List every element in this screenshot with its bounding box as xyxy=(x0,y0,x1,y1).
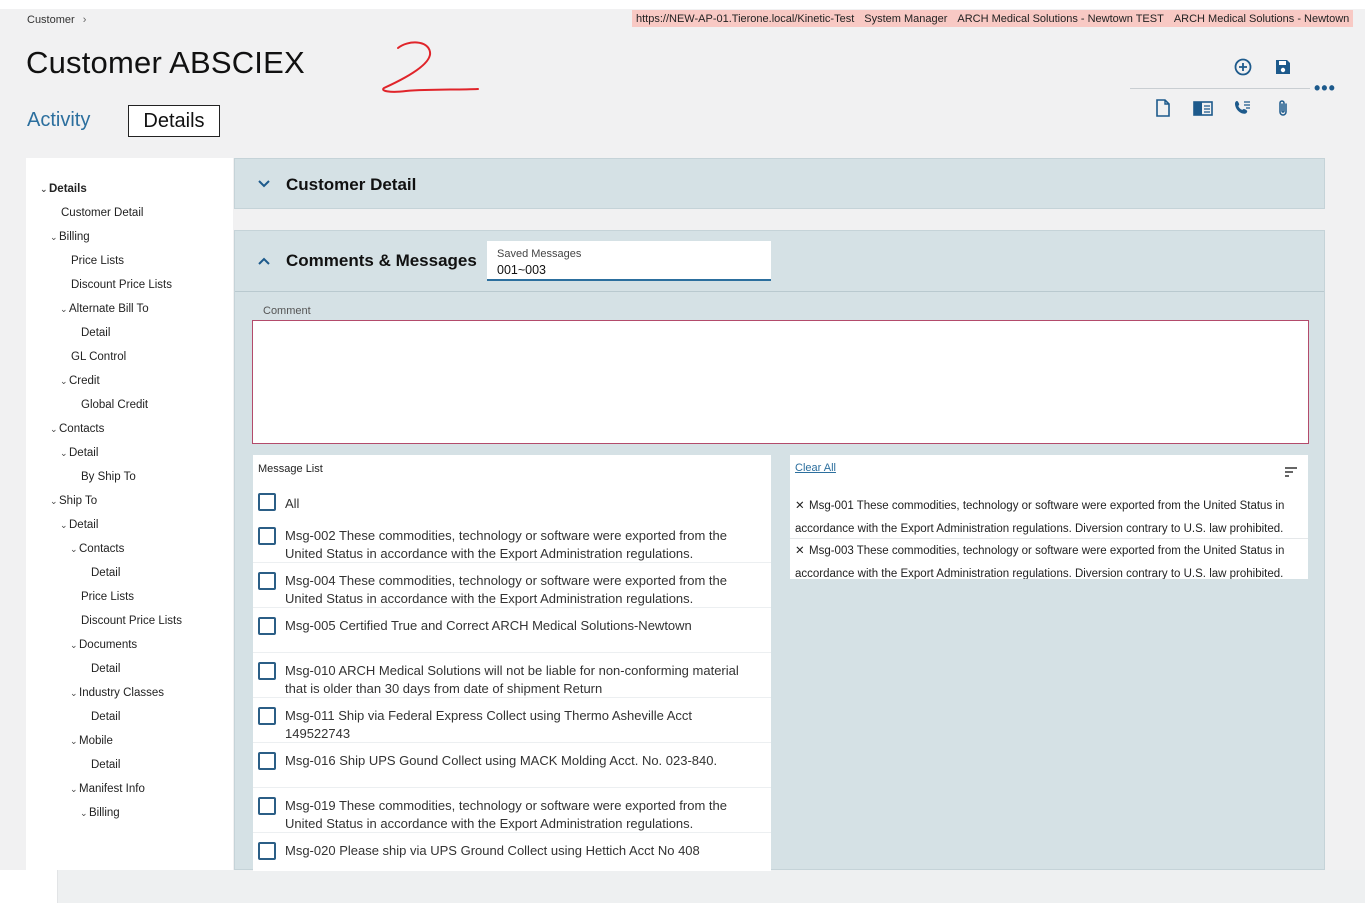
tree-item-detail[interactable] xyxy=(72,327,110,339)
tree-item-label: Price Lists xyxy=(71,255,125,267)
env-company-test: ARCH Medical Solutions - Newtown TEST xyxy=(957,12,1164,25)
expand-chevron-icon[interactable]: ⌄ xyxy=(70,544,78,554)
tree-item-industry-classes[interactable] xyxy=(70,687,164,699)
tree-item-label: Mobile xyxy=(79,735,113,747)
toolbar-divider xyxy=(1130,88,1310,89)
tree-item-gl-control[interactable] xyxy=(62,351,126,363)
book-icon[interactable] xyxy=(1191,96,1215,120)
selected-messages-panel xyxy=(790,455,1308,579)
saved-messages-value[interactable]: 001~003 xyxy=(497,263,547,277)
message-checkbox[interactable] xyxy=(258,797,276,815)
select-all-label: All xyxy=(285,496,300,511)
selected-message-text: Msg-003 These commodities, technology or software were exported from the United Status in accordance with the Export Administration regulations. Diversion contrary to U.S. law prohibited. xyxy=(795,545,1285,579)
tree-item-label: Manifest Info xyxy=(79,783,145,795)
tree-item-label: Global Credit xyxy=(81,399,149,411)
customer-detail-panel xyxy=(234,158,1325,209)
expand-chevron-icon[interactable]: ⌄ xyxy=(60,520,68,530)
message-checkbox[interactable] xyxy=(258,752,276,770)
chevron-down-icon[interactable] xyxy=(255,175,273,193)
tree-item-ship-to[interactable] xyxy=(50,495,97,507)
selected-message-row xyxy=(790,495,1308,539)
tree-item-label: Detail xyxy=(91,567,121,579)
tree-item-label: Detail xyxy=(91,711,121,723)
comment-label: Comment xyxy=(263,305,311,317)
expand-chevron-icon[interactable]: ⌄ xyxy=(70,784,78,794)
expand-chevron-icon[interactable]: ⌄ xyxy=(50,232,58,242)
tree-item-label: Detail xyxy=(91,663,121,675)
message-list-label: Message List xyxy=(258,463,323,475)
tree-item-label: Alternate Bill To xyxy=(69,303,149,315)
details-tree xyxy=(26,158,233,870)
tree-item-ship-to-contacts-detail[interactable] xyxy=(82,567,120,579)
customer-detail-title[interactable]: Customer Detail xyxy=(286,175,417,194)
call-list-icon[interactable] xyxy=(1231,96,1255,120)
bottom-left-block xyxy=(0,870,58,903)
message-checkbox[interactable] xyxy=(258,662,276,680)
saved-messages-field[interactable] xyxy=(487,241,771,281)
tree-item-ship-to-contacts[interactable] xyxy=(70,543,124,555)
tree-item-price-lists[interactable] xyxy=(62,255,124,267)
env-company: ARCH Medical Solutions - Newtown xyxy=(1173,12,1350,25)
tree-item-customer-detail[interactable] xyxy=(52,207,143,219)
expand-chevron-icon[interactable]: ⌄ xyxy=(60,448,68,458)
tree-item-label: Detail xyxy=(81,327,111,339)
message-text: Msg-020 Please ship via UPS Ground Collect using Hettich Acct No 408 xyxy=(285,843,700,858)
message-row[interactable] xyxy=(253,653,771,698)
tree-item-label: Discount Price Lists xyxy=(81,615,182,627)
env-role: System Manager xyxy=(864,12,948,25)
page-title: Customer ABSCIEX xyxy=(26,45,305,80)
tree-item-ship-to-discount-price-lists[interactable] xyxy=(72,615,182,627)
message-row[interactable] xyxy=(253,608,771,653)
message-text: Msg-019 These commodities, technology or software were exported from the United Status in accordance with the Export Administration regulations. xyxy=(285,798,727,831)
tab-activity[interactable]: Activity xyxy=(27,109,91,131)
message-checkbox[interactable] xyxy=(258,617,276,635)
message-text: Msg-005 Certified True and Correct ARCH Medical Solutions-Newtown xyxy=(285,618,692,633)
tree-item-manifest-billing[interactable] xyxy=(80,807,120,819)
environment-bar xyxy=(632,10,1353,27)
chevron-up-icon[interactable] xyxy=(255,252,273,270)
tree-item-label: Contacts xyxy=(79,543,125,555)
attachment-icon[interactable] xyxy=(1271,96,1295,120)
tree-item-documents-detail[interactable] xyxy=(82,663,120,675)
tree-item-label: Discount Price Lists xyxy=(71,279,172,291)
clear-all-link[interactable]: Clear All xyxy=(795,462,836,474)
expand-chevron-icon[interactable]: ⌄ xyxy=(40,184,48,194)
breadcrumb[interactable] xyxy=(27,14,86,26)
env-url: https://NEW-AP-01.Tierone.local/Kinetic-Test xyxy=(636,12,855,25)
tree-item-details[interactable] xyxy=(40,183,87,195)
tree-item-label: Detail xyxy=(91,759,121,771)
tree-item-label: Customer Detail xyxy=(61,207,144,219)
tree-item-global-credit[interactable] xyxy=(72,399,148,411)
sort-icon[interactable] xyxy=(1284,465,1298,483)
message-text: Msg-002 These commodities, technology or software were exported from the United Status in accordance with the Export Administration regulations. xyxy=(285,528,727,561)
remove-message-icon[interactable]: ✕ xyxy=(795,500,805,512)
comments-messages-title[interactable]: Comments & Messages xyxy=(286,251,477,270)
message-row[interactable] xyxy=(253,788,771,833)
tree-item-label: Contacts xyxy=(59,423,105,435)
expand-chevron-icon[interactable]: ⌄ xyxy=(60,304,68,314)
tree-item-label: Billing xyxy=(89,807,120,819)
tree-item-alternate-bill-to[interactable] xyxy=(60,303,149,315)
expand-chevron-icon[interactable]: ⌄ xyxy=(70,736,78,746)
remove-message-icon[interactable]: ✕ xyxy=(795,545,805,557)
tree-item-label: Detail xyxy=(69,447,99,459)
expand-chevron-icon[interactable]: ⌄ xyxy=(80,808,88,818)
new-page-icon[interactable] xyxy=(1151,96,1175,120)
message-row[interactable] xyxy=(253,698,771,743)
tree-item-label: Billing xyxy=(59,231,90,243)
message-text: Msg-011 Ship via Federal Express Collect using Thermo Asheville Acct 149522743 xyxy=(285,708,693,741)
comment-field[interactable] xyxy=(252,320,1309,444)
expand-chevron-icon[interactable]: ⌄ xyxy=(60,376,68,386)
tree-item-manifest-info[interactable] xyxy=(70,783,145,795)
panel-divider xyxy=(235,291,1324,292)
tree-item-billing[interactable] xyxy=(50,231,90,243)
add-circle-icon[interactable] xyxy=(1231,55,1255,79)
selected-message-text: Msg-001 These commodities, technology or software were exported from the United Status in accordance with the Export Administration regulations. Diversion contrary to U.S. law prohibited. xyxy=(795,500,1285,535)
message-list xyxy=(253,455,771,871)
expand-chevron-icon[interactable]: ⌄ xyxy=(70,688,78,698)
message-text: Msg-016 Ship UPS Gound Collect using MACK Molding Acct. No. 023-840. xyxy=(285,753,718,768)
message-row[interactable] xyxy=(253,743,771,788)
tree-item-contacts-detail[interactable] xyxy=(60,447,98,459)
breadcrumb-customer[interactable]: Customer xyxy=(27,14,75,26)
selected-message-row xyxy=(790,540,1308,579)
tree-item-by-ship-to[interactable] xyxy=(72,471,136,483)
message-all-row[interactable] xyxy=(253,483,771,518)
tree-item-ship-to-price-lists[interactable] xyxy=(72,591,134,603)
tree-item-mobile[interactable] xyxy=(70,735,113,747)
tree-item-contacts[interactable] xyxy=(50,423,104,435)
tree-item-discount-price-lists[interactable] xyxy=(62,279,172,291)
expand-chevron-icon[interactable]: ⌄ xyxy=(50,496,58,506)
tree-item-credit[interactable] xyxy=(60,375,100,387)
saved-messages-label: Saved Messages xyxy=(497,248,582,260)
tree-item-ship-to-detail[interactable] xyxy=(60,519,98,531)
comments-messages-panel xyxy=(234,230,1325,870)
more-options-icon[interactable]: ••• xyxy=(1314,78,1336,98)
tree-item-label: By Ship To xyxy=(81,471,136,483)
expand-chevron-icon[interactable]: ⌄ xyxy=(70,640,78,650)
tree-item-label: Industry Classes xyxy=(79,687,165,699)
message-checkbox[interactable] xyxy=(258,707,276,725)
tree-item-label: Documents xyxy=(79,639,138,651)
message-text: Msg-004 These commodities, technology or software were exported from the United Status in accordance with the Export Administration regulations. xyxy=(285,573,727,606)
tree-item-label: GL Control xyxy=(71,351,127,363)
tab-details[interactable]: Details xyxy=(128,105,220,137)
tree-item-documents[interactable] xyxy=(70,639,137,651)
message-row[interactable] xyxy=(253,563,771,608)
message-text: Msg-010 ARCH Medical Solutions will not be liable for non-conforming material that is older than 30 days from date of shipment Return xyxy=(285,663,739,696)
message-row[interactable] xyxy=(253,518,771,563)
message-row[interactable] xyxy=(253,833,771,871)
tree-item-mobile-detail[interactable] xyxy=(82,759,120,771)
tree-item-label: Detail xyxy=(69,519,99,531)
handwritten-annotation xyxy=(376,38,486,100)
expand-chevron-icon[interactable]: ⌄ xyxy=(50,424,58,434)
tree-item-industry-classes-detail[interactable] xyxy=(82,711,120,723)
select-all-checkbox[interactable] xyxy=(258,493,276,511)
tree-item-label: Details xyxy=(49,183,87,195)
message-checkbox[interactable] xyxy=(258,527,276,545)
tree-item-label: Credit xyxy=(69,375,100,387)
message-checkbox[interactable] xyxy=(258,842,276,860)
bottom-band xyxy=(0,870,1365,903)
save-icon[interactable] xyxy=(1271,55,1295,79)
message-checkbox[interactable] xyxy=(258,572,276,590)
tree-item-label: Price Lists xyxy=(81,591,135,603)
breadcrumb-chevron-icon: › xyxy=(82,14,87,26)
tree-item-label: Ship To xyxy=(59,495,98,507)
